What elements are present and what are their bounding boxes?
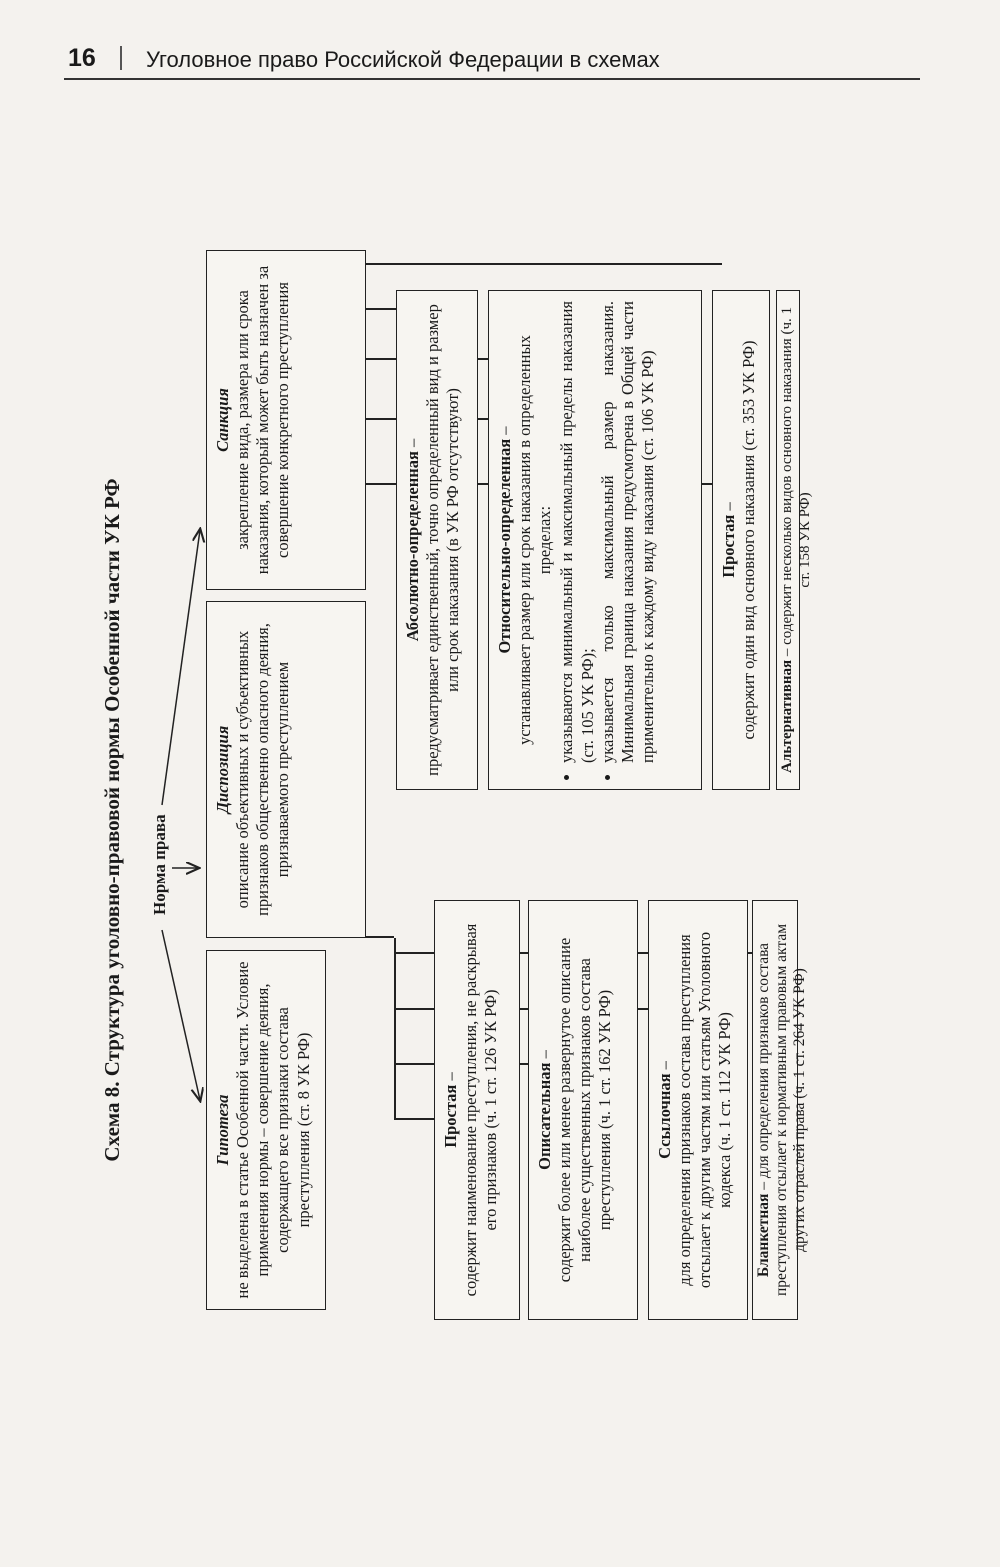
disposition-box bbox=[206, 601, 366, 938]
sanction-type-text: содержит несколько видов основного наказания (ч. 1 ст. 158 УК РФ) bbox=[779, 307, 813, 645]
disposition-type-term: Простая bbox=[441, 1084, 460, 1148]
sanction-type-term: Альтернативная bbox=[779, 659, 795, 773]
sanction-type-relative: Относительно-определенная – устанавливает размер или срок наказания в определенных пределах: • указываются минимальный и максимальный пределы наказания (ст. 105 УК РФ); • указывается только максимальный размер наказания. Минимальная граница наказания предусмотрена в Общей части применительно к каждому виду наказания (ст. 106 УК РФ) bbox=[488, 290, 702, 790]
hypothesis-text: не выделена в статье Особенной части. Условие применения нормы – совершение деяния, содержащего все признаки состава преступления (ст. 8 УК РФ) bbox=[233, 961, 313, 1299]
disposition-bus bbox=[394, 938, 396, 1120]
page-number: 16 bbox=[68, 44, 96, 72]
sanction-branch-1 bbox=[366, 308, 396, 310]
norm-structure-diagram bbox=[100, 250, 813, 1390]
header-rule bbox=[64, 78, 920, 80]
disposition-type-descriptive: Описательная – содержит более или менее развернутое описание наиболее существенных признаков состава преступления (ч. 1 ст. 162 УК РФ) bbox=[528, 900, 638, 1320]
sanction-type-text: содержит один вид основного наказания (ст. 353 УК РФ) bbox=[739, 340, 759, 740]
disposition-type-text: для определения признаков состава преступления отсылает к другим частям или статьям Уголовного кодекса (ч. 1 ст. 112 УК РФ) bbox=[675, 931, 735, 1289]
root-label: Норма права bbox=[150, 814, 169, 915]
arrow-to-hypothesis bbox=[162, 930, 200, 1100]
sanction-type-term: Абсолютно-определенная bbox=[403, 451, 422, 642]
disposition-type-reference: Ссылочная – для определения признаков состава преступления отсылает к другим частям или статьям Уголовного кодекса (ч. 1 ст. 112 УК РФ) bbox=[648, 900, 748, 1320]
page-header bbox=[64, 40, 920, 80]
disposition-type-simple: Простая – содержит наименование преступления, не раскрывая его признаков (ч. 1 ст. 126 УК РФ) bbox=[434, 900, 520, 1320]
sanction-type-text: устанавливает размер или срок наказания в определенных пределах: bbox=[515, 335, 555, 745]
disposition-text: описание объективных и субъективных признаков общественно опасного деяния, признаваемого преступлением bbox=[233, 623, 293, 916]
sanction-type-simple: Простая – содержит один вид основного наказания (ст. 353 УК РФ) bbox=[712, 290, 770, 790]
disposition-branch-1 bbox=[394, 1118, 434, 1120]
hypothesis-box bbox=[206, 950, 326, 1310]
hypothesis-term: Гипотеза bbox=[213, 1094, 232, 1166]
disposition-type-text: содержит наименование преступления, не раскрывая его признаков (ч. 1 ст. 126 УК РФ) bbox=[461, 923, 501, 1297]
sanction-type-bullets bbox=[557, 301, 658, 779]
bullet-item: • указывается только максимальный размер наказания. Минимальная граница наказания предусмотрена в Общей части применительно к каждому виду наказания (ст. 106 УК РФ) bbox=[598, 301, 658, 763]
sanction-type-absolute: Абсолютно-определенная – предусматривает единственный, точно определенный вид и размер или срок наказания (в УК РФ отсутствуют) bbox=[396, 290, 478, 790]
disposition-type-text: для определения признаков состава преступления отсылает к нормативным правовым актам других отраслей права (ч. 1 ст. 264 УК РФ) bbox=[755, 923, 808, 1297]
sanction-box bbox=[206, 250, 366, 590]
sanction-type-term: Относительно-определенная bbox=[495, 438, 514, 654]
sanction-type-text: предусматривает единственный, точно определенный вид и размер или срок наказания (в УК РФ отсутствуют) bbox=[423, 304, 463, 776]
disposition-stem bbox=[366, 936, 394, 938]
sanction-term: Санкция bbox=[213, 388, 232, 452]
arrow-to-sanction bbox=[162, 530, 200, 805]
scheme-title: Схема 8. Структура уголовно-правовой нормы Особенной части УК РФ bbox=[100, 478, 124, 1162]
disposition-type-text: содержит более или менее развернутое описание наиболее существенных признаков состава преступления (ч. 1 ст. 162 УК РФ) bbox=[555, 937, 615, 1283]
disposition-type-term: Ссылочная bbox=[655, 1073, 674, 1159]
sanction-spine bbox=[366, 263, 722, 265]
disposition-type-blanket: Бланкетная – для определения признаков состава преступления отсылает к нормативным правовым актам других отраслей права (ч. 1 ст. 264 УК РФ) bbox=[752, 900, 798, 1320]
sanction-type-alternative: Альтернативная – содержит несколько видов основного наказания (ч. 1 ст. 158 УК РФ) bbox=[776, 290, 800, 790]
book-title: Уголовное право Российской Федерации в схемах bbox=[146, 47, 660, 72]
disposition-type-term: Бланкетная bbox=[755, 1193, 772, 1278]
bullet-item: • указываются минимальный и максимальный пределы наказания (ст. 105 УК РФ); bbox=[557, 301, 597, 763]
header-separator bbox=[120, 46, 122, 70]
disposition-term: Диспозиция bbox=[213, 725, 232, 814]
sanction-type-term: Простая bbox=[719, 514, 738, 578]
sanction-text: закрепление вида, размера или срока наказания, который может быть назначен за совершение конкретного преступления bbox=[233, 265, 293, 575]
disposition-type-term: Описательная bbox=[535, 1062, 554, 1170]
